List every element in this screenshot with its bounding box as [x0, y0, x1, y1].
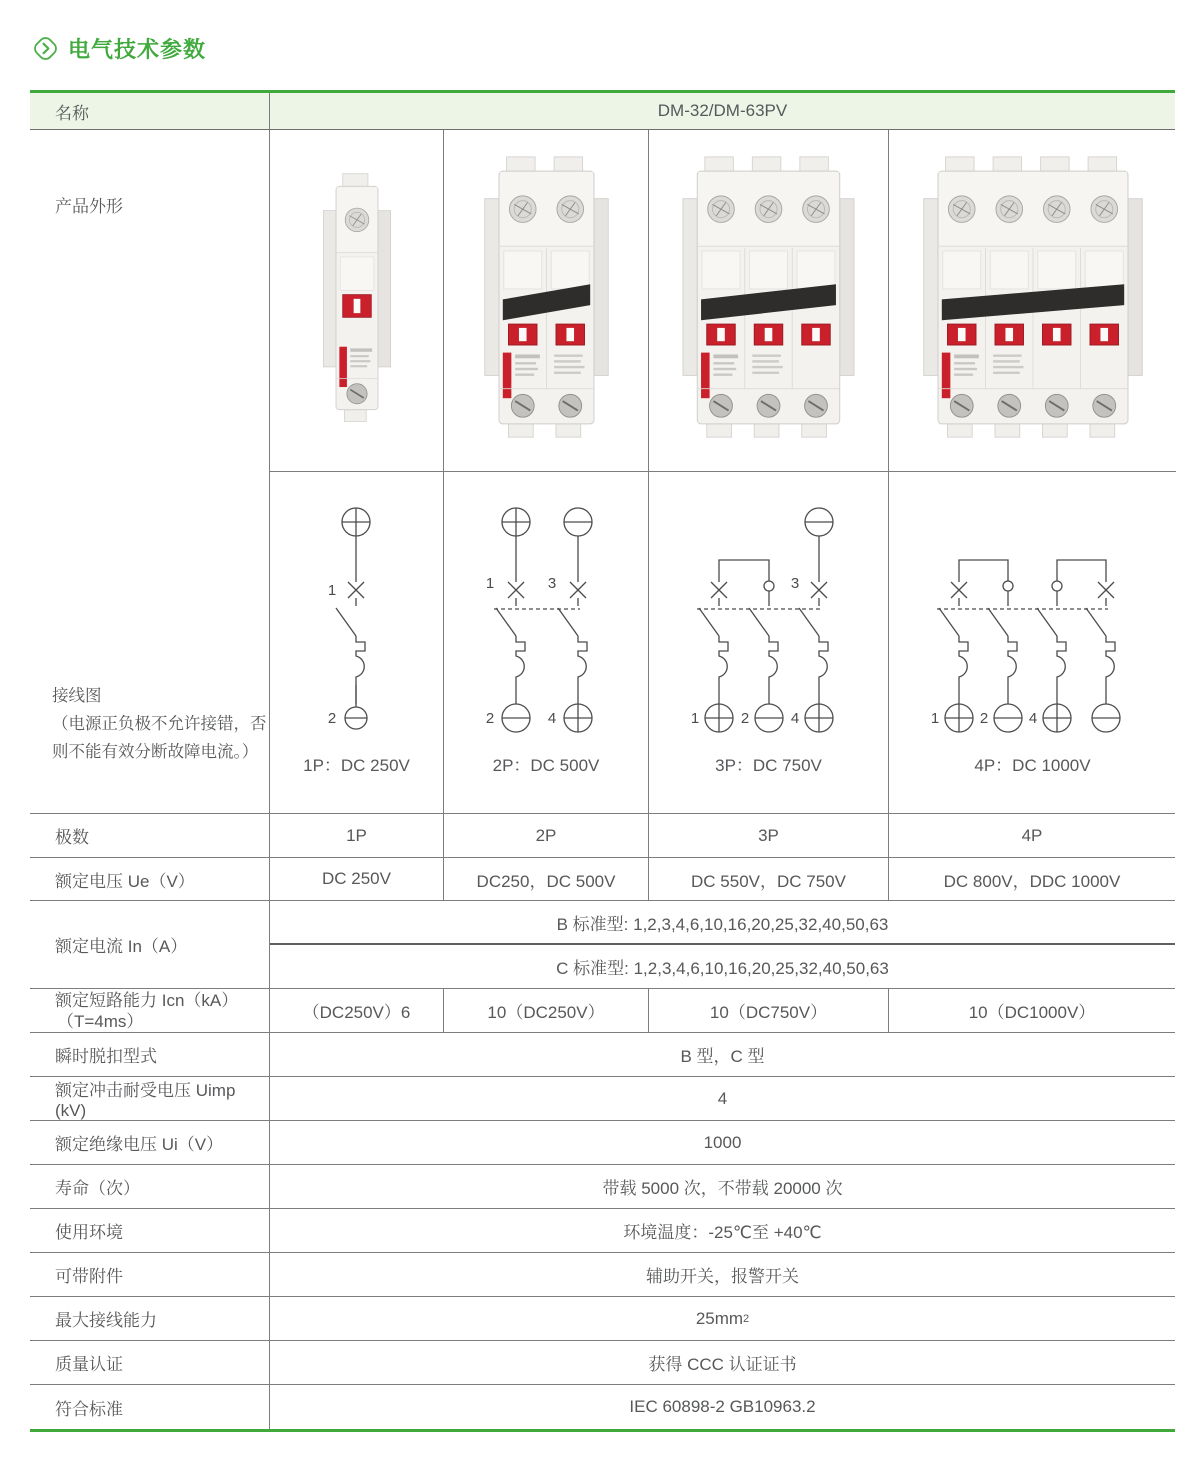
- svg-text:4: 4: [547, 709, 556, 727]
- breaker-photo-4p: [919, 155, 1147, 445]
- current-b-type: B 标准型: 1,2,3,4,6,10,16,20,25,32,40,50,63: [270, 901, 1175, 945]
- row-value: 1000: [703, 1132, 742, 1152]
- row-value: IEC 60898-2 GB10963.2: [629, 1397, 816, 1416]
- svg-text:1: 1: [485, 574, 494, 592]
- spec-row-lifespan: [30, 1165, 1175, 1209]
- spec-row-impulse-voltage: [30, 1077, 1175, 1121]
- row-label: 符合标准: [30, 1385, 270, 1429]
- spec-row-accessories: [30, 1253, 1175, 1297]
- spec-row-poles: [30, 814, 1175, 858]
- icn-4p: 10（DC1000V）: [888, 989, 1175, 1032]
- breaker-photo-1p: [319, 172, 395, 429]
- product-wiring-label-cell: [30, 130, 270, 813]
- poles-2p: 2P: [443, 814, 648, 857]
- row-label: 额定冲击耐受电压 Uimp (kV): [30, 1077, 270, 1120]
- row-label: 额定绝缘电压 Ui（V）: [30, 1121, 270, 1164]
- wiring-diagram-1p: [270, 490, 443, 745]
- row-value: B 型，C 型: [680, 1047, 765, 1066]
- svg-text:4: 4: [1028, 709, 1038, 727]
- voltage-2p: DC250，DC 500V: [443, 858, 648, 900]
- wiring-caption-3p: 3P：DC 750V: [715, 755, 822, 775]
- wiring-caption-4p: 4P：DC 1000V: [974, 755, 1091, 775]
- current-c-type: C 标准型: 1,2,3,4,6,10,16,20,25,32,40,50,63: [556, 958, 889, 978]
- row-label: 极数: [30, 814, 270, 857]
- svg-text:2: 2: [485, 709, 494, 727]
- svg-text:1: 1: [690, 709, 699, 727]
- row-value: 带载 5000 次，不带载 20000 次: [602, 1179, 843, 1198]
- product-shape-label: 产品外形: [55, 197, 123, 216]
- section-header: [32, 34, 1175, 62]
- model-name: DM-32/DM-63PV: [657, 101, 788, 120]
- row-label: 使用环境: [30, 1209, 270, 1252]
- spec-row-rated-voltage: [30, 858, 1175, 901]
- voltage-4p: DC 800V，DDC 1000V: [888, 858, 1175, 900]
- spec-row-trip-type: [30, 1033, 1175, 1077]
- wiring-diagram-3p: [649, 490, 889, 745]
- poles-3p: 3P: [648, 814, 888, 857]
- spec-row-standards: [30, 1385, 1175, 1429]
- spec-row-max-wiring: [30, 1297, 1175, 1341]
- row-value: 环境温度：-25℃至 +40℃: [623, 1223, 822, 1242]
- row-label: 额定电压 Ue（V）: [30, 858, 270, 900]
- row-value: 25mm 2: [695, 1308, 750, 1328]
- icn-2p: 10（DC250V）: [443, 989, 648, 1032]
- row-value: 辅助开关，报警开关: [646, 1267, 799, 1286]
- poles-1p: 1P: [346, 825, 367, 845]
- name-header-label: 名称: [30, 93, 270, 129]
- row-value: 获得 CCC 认证证书: [648, 1355, 797, 1374]
- wiring-caption-1p: 1P：DC 250V: [303, 755, 410, 775]
- spec-row-rated-current: [30, 901, 1175, 989]
- product-wiring-row: [30, 130, 1175, 814]
- page-title: 电气技术参数: [68, 36, 207, 62]
- spec-row-environment: [30, 1209, 1175, 1253]
- table-header-row: [30, 93, 1175, 130]
- icn-1p: （DC250V）6: [302, 1003, 411, 1022]
- svg-text:3: 3: [790, 574, 799, 592]
- svg-text:4: 4: [790, 709, 799, 727]
- row-label: 瞬时脱扣型式: [30, 1033, 270, 1076]
- wiring-diagram-2p: [444, 490, 649, 745]
- row-label: 额定短路能力 Icn（kA） （T=4ms）: [30, 989, 270, 1032]
- row-value: 4: [717, 1088, 728, 1108]
- breaker-photo-2p: [480, 155, 613, 445]
- wiring-diagram-label: 接线图 （电源正负极不允许接错，否 则不能有效分断故障电流。）: [52, 687, 267, 761]
- voltage-3p: DC 550V，DC 750V: [648, 858, 888, 900]
- wiring-diagram-4p: [889, 490, 1176, 745]
- wiring-caption-2p: 2P：DC 500V: [492, 755, 600, 775]
- spec-row-certification: [30, 1341, 1175, 1385]
- svg-text:2: 2: [740, 709, 749, 727]
- row-label: 质量认证: [30, 1341, 270, 1384]
- row-label: 额定电流 In（A）: [30, 901, 270, 988]
- wiring-diagrams-row: [270, 472, 1176, 814]
- row-label: 最大接线能力: [30, 1297, 270, 1340]
- row-label: 可带附件: [30, 1253, 270, 1296]
- svg-text:2: 2: [327, 709, 337, 727]
- spec-table: [30, 90, 1175, 1432]
- svg-text:1: 1: [327, 581, 337, 599]
- poles-4p: 4P: [888, 814, 1175, 857]
- spec-row-insulation-voltage: [30, 1121, 1175, 1165]
- voltage-1p: DC 250V: [322, 869, 391, 888]
- breaker-photo-3p: [678, 155, 859, 445]
- product-photos-row: [270, 130, 1176, 472]
- svg-text:2: 2: [979, 709, 989, 727]
- icn-3p: 10（DC750V）: [648, 989, 888, 1032]
- row-label: 寿命（次）: [30, 1165, 270, 1208]
- svg-text:1: 1: [930, 709, 940, 727]
- svg-text:3: 3: [547, 574, 556, 592]
- section-arrow-icon: [32, 35, 59, 62]
- spec-row-breaking-capacity: [30, 989, 1175, 1033]
